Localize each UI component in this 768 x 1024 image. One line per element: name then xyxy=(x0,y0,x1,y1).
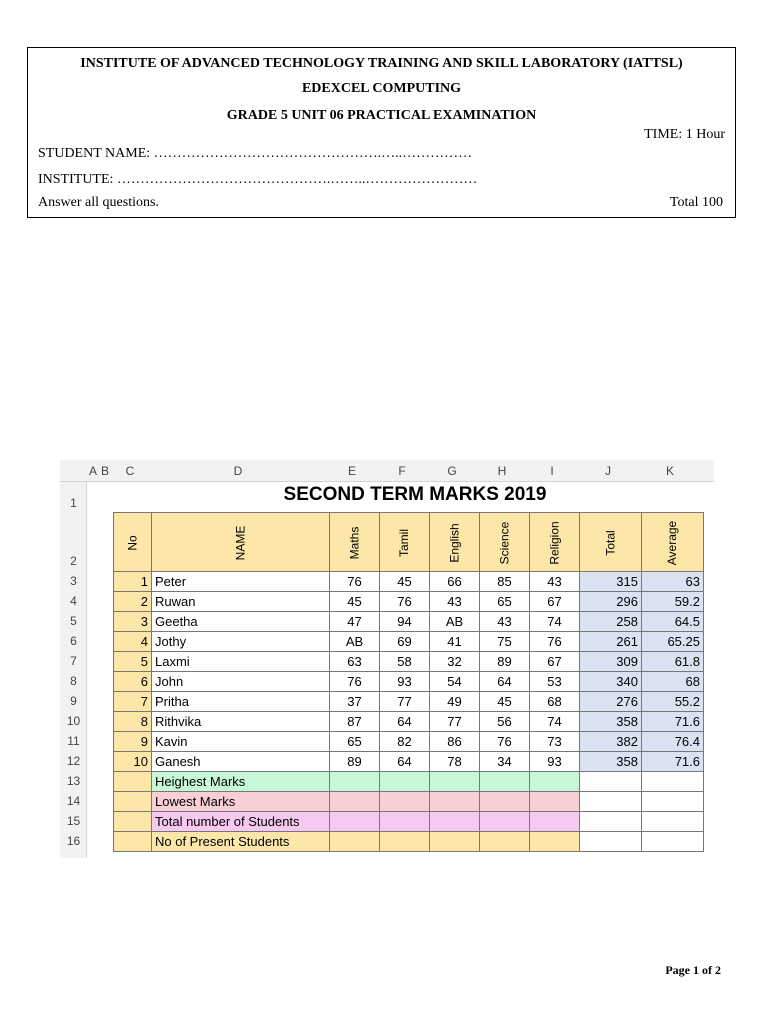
maths-cell[interactable]: 65 xyxy=(330,732,380,752)
row-header[interactable]: 1 xyxy=(70,496,77,510)
religion-cell[interactable]: 67 xyxy=(530,592,580,612)
tamil-cell[interactable]: 94 xyxy=(380,612,430,632)
tamil-cell[interactable]: 69 xyxy=(380,632,430,652)
tamil-cell[interactable]: 77 xyxy=(380,692,430,712)
table-cell[interactable] xyxy=(430,772,480,792)
name-cell[interactable]: Peter xyxy=(152,572,330,592)
table-cell[interactable] xyxy=(330,792,380,812)
header-average: Average xyxy=(665,520,680,565)
summary-label-lowest[interactable]: Lowest Marks xyxy=(152,792,330,812)
religion-cell[interactable]: 43 xyxy=(530,572,580,592)
header-english-cell[interactable] xyxy=(430,513,480,572)
average-cell[interactable]: 65.25 xyxy=(642,632,704,652)
table-cell[interactable] xyxy=(530,832,580,852)
column-header-j[interactable]: J xyxy=(605,464,611,478)
column-header-d[interactable]: D xyxy=(233,464,243,478)
student-name-field: STUDENT NAME: ………………………………………….…..…………… xyxy=(38,146,473,161)
row-header[interactable]: 10 xyxy=(66,714,81,728)
average-cell[interactable]: 59.2 xyxy=(642,592,704,612)
row-header[interactable]: 2 xyxy=(70,554,77,568)
header-tamil: Tamil xyxy=(397,528,412,557)
religion-cell[interactable]: 74 xyxy=(530,612,580,632)
name-cell[interactable]: Jothy xyxy=(152,632,330,652)
summary-row-highest xyxy=(114,772,704,792)
no-cell[interactable]: 1 xyxy=(114,572,152,592)
table-cell[interactable] xyxy=(580,832,642,852)
summary-label-highest[interactable]: Heighest Marks xyxy=(152,772,330,792)
instructions: Answer all questions. xyxy=(38,195,159,210)
science-cell[interactable]: 89 xyxy=(480,652,530,672)
religion-cell[interactable]: 74 xyxy=(530,712,580,732)
table-cell[interactable] xyxy=(114,792,152,812)
row-header[interactable]: 12 xyxy=(66,754,81,768)
table-cell[interactable] xyxy=(642,812,704,832)
english-cell[interactable]: 43 xyxy=(430,592,480,612)
column-header-b[interactable]: B xyxy=(100,464,109,478)
table-cell[interactable] xyxy=(480,812,530,832)
science-cell[interactable]: 85 xyxy=(480,572,530,592)
table-cell[interactable] xyxy=(480,772,530,792)
header-total: Total xyxy=(603,529,618,556)
science-cell[interactable]: 45 xyxy=(480,692,530,712)
summary-row-total-students xyxy=(114,812,704,832)
header-science: Science xyxy=(497,521,512,564)
sheet-title[interactable]: SECOND TERM MARKS 2019 xyxy=(283,484,547,505)
row-header[interactable]: 11 xyxy=(67,734,80,748)
table-cell[interactable] xyxy=(380,812,430,832)
english-cell[interactable]: 49 xyxy=(430,692,480,712)
maths-cell[interactable]: 63 xyxy=(330,652,380,672)
table-row xyxy=(114,692,704,712)
english-cell[interactable]: 41 xyxy=(430,632,480,652)
tamil-cell[interactable]: 45 xyxy=(380,572,430,592)
name-cell[interactable]: Pritha xyxy=(152,692,330,712)
table-cell[interactable] xyxy=(530,812,580,832)
row-header[interactable]: 16 xyxy=(66,834,81,848)
religion-cell[interactable]: 73 xyxy=(530,732,580,752)
average-cell[interactable]: 64.5 xyxy=(642,612,704,632)
religion-cell[interactable]: 68 xyxy=(530,692,580,712)
total-cell[interactable]: 340 xyxy=(580,672,642,692)
institute-field: INSTITUTE: ……………………………………….……..…………………… xyxy=(38,172,478,187)
row-header[interactable]: 8 xyxy=(70,674,77,688)
summary-label-present-students[interactable]: No of Present Students xyxy=(152,832,330,852)
religion-cell[interactable]: 67 xyxy=(530,652,580,672)
header-total-cell[interactable] xyxy=(580,513,642,572)
row-header[interactable]: 5 xyxy=(70,614,77,628)
column-header-h[interactable]: H xyxy=(497,464,507,478)
english-cell[interactable]: 66 xyxy=(430,572,480,592)
total-cell[interactable]: 296 xyxy=(580,592,642,612)
no-cell[interactable]: 10 xyxy=(114,752,152,772)
table-cell[interactable] xyxy=(430,832,480,852)
science-cell[interactable]: 75 xyxy=(480,632,530,652)
english-cell[interactable]: AB xyxy=(430,612,480,632)
maths-cell[interactable]: 76 xyxy=(330,672,380,692)
table-row xyxy=(114,612,704,632)
name-cell[interactable]: Ganesh xyxy=(152,752,330,772)
row-header[interactable]: 9 xyxy=(70,694,77,708)
total-cell[interactable]: 315 xyxy=(580,572,642,592)
maths-cell[interactable]: 89 xyxy=(330,752,380,772)
maths-cell[interactable]: 76 xyxy=(330,572,380,592)
total-cell[interactable]: 258 xyxy=(580,612,642,632)
science-cell[interactable]: 43 xyxy=(480,612,530,632)
no-cell[interactable]: 3 xyxy=(114,612,152,632)
average-cell[interactable]: 55.2 xyxy=(642,692,704,712)
english-cell[interactable]: 86 xyxy=(430,732,480,752)
english-cell[interactable]: 78 xyxy=(430,752,480,772)
table-cell[interactable] xyxy=(642,792,704,812)
total-marks: Total 100 xyxy=(669,195,723,210)
tamil-cell[interactable]: 93 xyxy=(380,672,430,692)
row-header[interactable]: 15 xyxy=(66,814,81,828)
column-header-g[interactable]: G xyxy=(447,464,457,478)
no-cell[interactable]: 7 xyxy=(114,692,152,712)
table-cell[interactable] xyxy=(330,832,380,852)
table-cell[interactable] xyxy=(430,812,480,832)
total-cell[interactable]: 309 xyxy=(580,652,642,672)
exam-header-box xyxy=(27,47,736,218)
total-cell[interactable]: 382 xyxy=(580,732,642,752)
no-cell[interactable]: 4 xyxy=(114,632,152,652)
table-cell[interactable] xyxy=(380,832,430,852)
table-cell[interactable] xyxy=(642,772,704,792)
maths-cell[interactable]: 87 xyxy=(330,712,380,732)
english-cell[interactable]: 32 xyxy=(430,652,480,672)
name-cell[interactable]: Kavin xyxy=(152,732,330,752)
table-header-row xyxy=(114,513,704,572)
average-cell[interactable]: 71.6 xyxy=(642,752,704,772)
total-cell[interactable]: 276 xyxy=(580,692,642,712)
header-maths: Maths xyxy=(347,526,362,559)
table-cell[interactable] xyxy=(642,832,704,852)
religion-cell[interactable]: 76 xyxy=(530,632,580,652)
no-cell[interactable]: 8 xyxy=(114,712,152,732)
no-cell[interactable]: 6 xyxy=(114,672,152,692)
institute-title: INSTITUTE OF ADVANCED TECHNOLOGY TRAINING AND SKILL LABORATORY (IATTSL) xyxy=(80,56,683,71)
row-header-bar xyxy=(60,482,87,858)
no-cell[interactable]: 2 xyxy=(114,592,152,612)
tamil-cell[interactable]: 64 xyxy=(380,752,430,772)
header-science-cell[interactable] xyxy=(480,513,530,572)
average-cell[interactable]: 68 xyxy=(642,672,704,692)
average-cell[interactable]: 63 xyxy=(642,572,704,592)
table-cell[interactable] xyxy=(330,812,380,832)
maths-cell[interactable]: AB xyxy=(330,632,380,652)
header-english: English xyxy=(447,522,462,563)
total-cell[interactable]: 358 xyxy=(580,712,642,732)
table-cell[interactable] xyxy=(114,812,152,832)
name-cell[interactable]: Geetha xyxy=(152,612,330,632)
no-cell[interactable]: 9 xyxy=(114,732,152,752)
tamil-cell[interactable]: 76 xyxy=(380,592,430,612)
religion-cell[interactable]: 53 xyxy=(530,672,580,692)
name-cell[interactable]: Rithvika xyxy=(152,712,330,732)
column-header-e[interactable]: E xyxy=(347,464,356,478)
average-cell[interactable]: 76.4 xyxy=(642,732,704,752)
table-row xyxy=(114,752,704,772)
table-cell[interactable] xyxy=(530,792,580,812)
header-tamil-cell[interactable] xyxy=(380,513,430,572)
header-religion: Religion xyxy=(547,520,562,565)
column-header-i[interactable]: I xyxy=(550,464,554,478)
table-cell[interactable] xyxy=(580,812,642,832)
course-title: EDEXCEL COMPUTING xyxy=(301,81,462,96)
table-row xyxy=(114,732,704,752)
column-header-a[interactable]: A xyxy=(88,464,97,478)
table-cell[interactable] xyxy=(114,772,152,792)
name-cell[interactable]: Laxmi xyxy=(152,652,330,672)
science-cell[interactable]: 65 xyxy=(480,592,530,612)
table-cell[interactable] xyxy=(330,772,380,792)
science-cell[interactable]: 56 xyxy=(480,712,530,732)
row-header[interactable]: 6 xyxy=(70,634,77,648)
summary-row-lowest xyxy=(114,792,704,812)
maths-cell[interactable]: 47 xyxy=(330,612,380,632)
summary-label-total-students[interactable]: Total number of Students xyxy=(152,812,330,832)
header-no-cell[interactable] xyxy=(114,513,152,572)
table-cell[interactable] xyxy=(530,772,580,792)
total-cell[interactable]: 261 xyxy=(580,632,642,652)
religion-cell[interactable]: 93 xyxy=(530,752,580,772)
table-row xyxy=(114,652,704,672)
row-header[interactable]: 4 xyxy=(70,594,77,608)
exam-title: GRADE 5 UNIT 06 PRACTICAL EXAMINATION xyxy=(226,108,537,123)
tamil-cell[interactable]: 58 xyxy=(380,652,430,672)
table-row xyxy=(114,632,704,652)
table-cell[interactable] xyxy=(380,772,430,792)
header-name-cell[interactable] xyxy=(152,513,330,572)
science-cell[interactable]: 64 xyxy=(480,672,530,692)
header-no: No xyxy=(125,534,140,551)
header-average-cell[interactable] xyxy=(642,513,704,572)
table-cell[interactable] xyxy=(114,832,152,852)
page-number: Page 1 of 2 xyxy=(665,963,721,977)
column-header-c[interactable]: C xyxy=(125,464,135,478)
exam-time: TIME: 1 Hour xyxy=(644,127,725,142)
summary-row-present-students xyxy=(114,832,704,852)
table-cell[interactable] xyxy=(580,792,642,812)
name-cell[interactable]: John xyxy=(152,672,330,692)
header-name: NAME xyxy=(233,525,248,560)
name-cell[interactable]: Ruwan xyxy=(152,592,330,612)
average-cell[interactable]: 71.6 xyxy=(642,712,704,732)
maths-cell[interactable]: 45 xyxy=(330,592,380,612)
header-religion-cell[interactable] xyxy=(530,513,580,572)
english-cell[interactable]: 77 xyxy=(430,712,480,732)
average-cell[interactable]: 61.8 xyxy=(642,652,704,672)
english-cell[interactable]: 54 xyxy=(430,672,480,692)
tamil-cell[interactable]: 82 xyxy=(380,732,430,752)
tamil-cell[interactable]: 64 xyxy=(380,712,430,732)
row-header[interactable]: 3 xyxy=(70,574,77,588)
row-header[interactable]: 7 xyxy=(70,654,77,668)
table-row xyxy=(114,592,704,612)
spreadsheet xyxy=(60,460,714,858)
header-maths-cell[interactable] xyxy=(330,513,380,572)
table-cell[interactable] xyxy=(430,792,480,812)
science-cell[interactable]: 76 xyxy=(480,732,530,752)
table-cell[interactable] xyxy=(480,832,530,852)
column-header-f[interactable]: F xyxy=(398,464,406,478)
column-header-k[interactable]: K xyxy=(665,464,674,478)
row-header[interactable]: 14 xyxy=(66,794,81,808)
column-header-bar xyxy=(60,460,714,482)
table-cell[interactable] xyxy=(480,792,530,812)
maths-cell[interactable]: 37 xyxy=(330,692,380,712)
table-cell[interactable] xyxy=(380,792,430,812)
row-header[interactable]: 13 xyxy=(66,774,81,788)
no-cell[interactable]: 5 xyxy=(114,652,152,672)
table-row xyxy=(114,672,704,692)
table-row xyxy=(114,712,704,732)
science-cell[interactable]: 34 xyxy=(480,752,530,772)
table-row xyxy=(114,572,704,592)
table-cell[interactable] xyxy=(580,772,642,792)
marks-table xyxy=(113,512,704,852)
total-cell[interactable]: 358 xyxy=(580,752,642,772)
